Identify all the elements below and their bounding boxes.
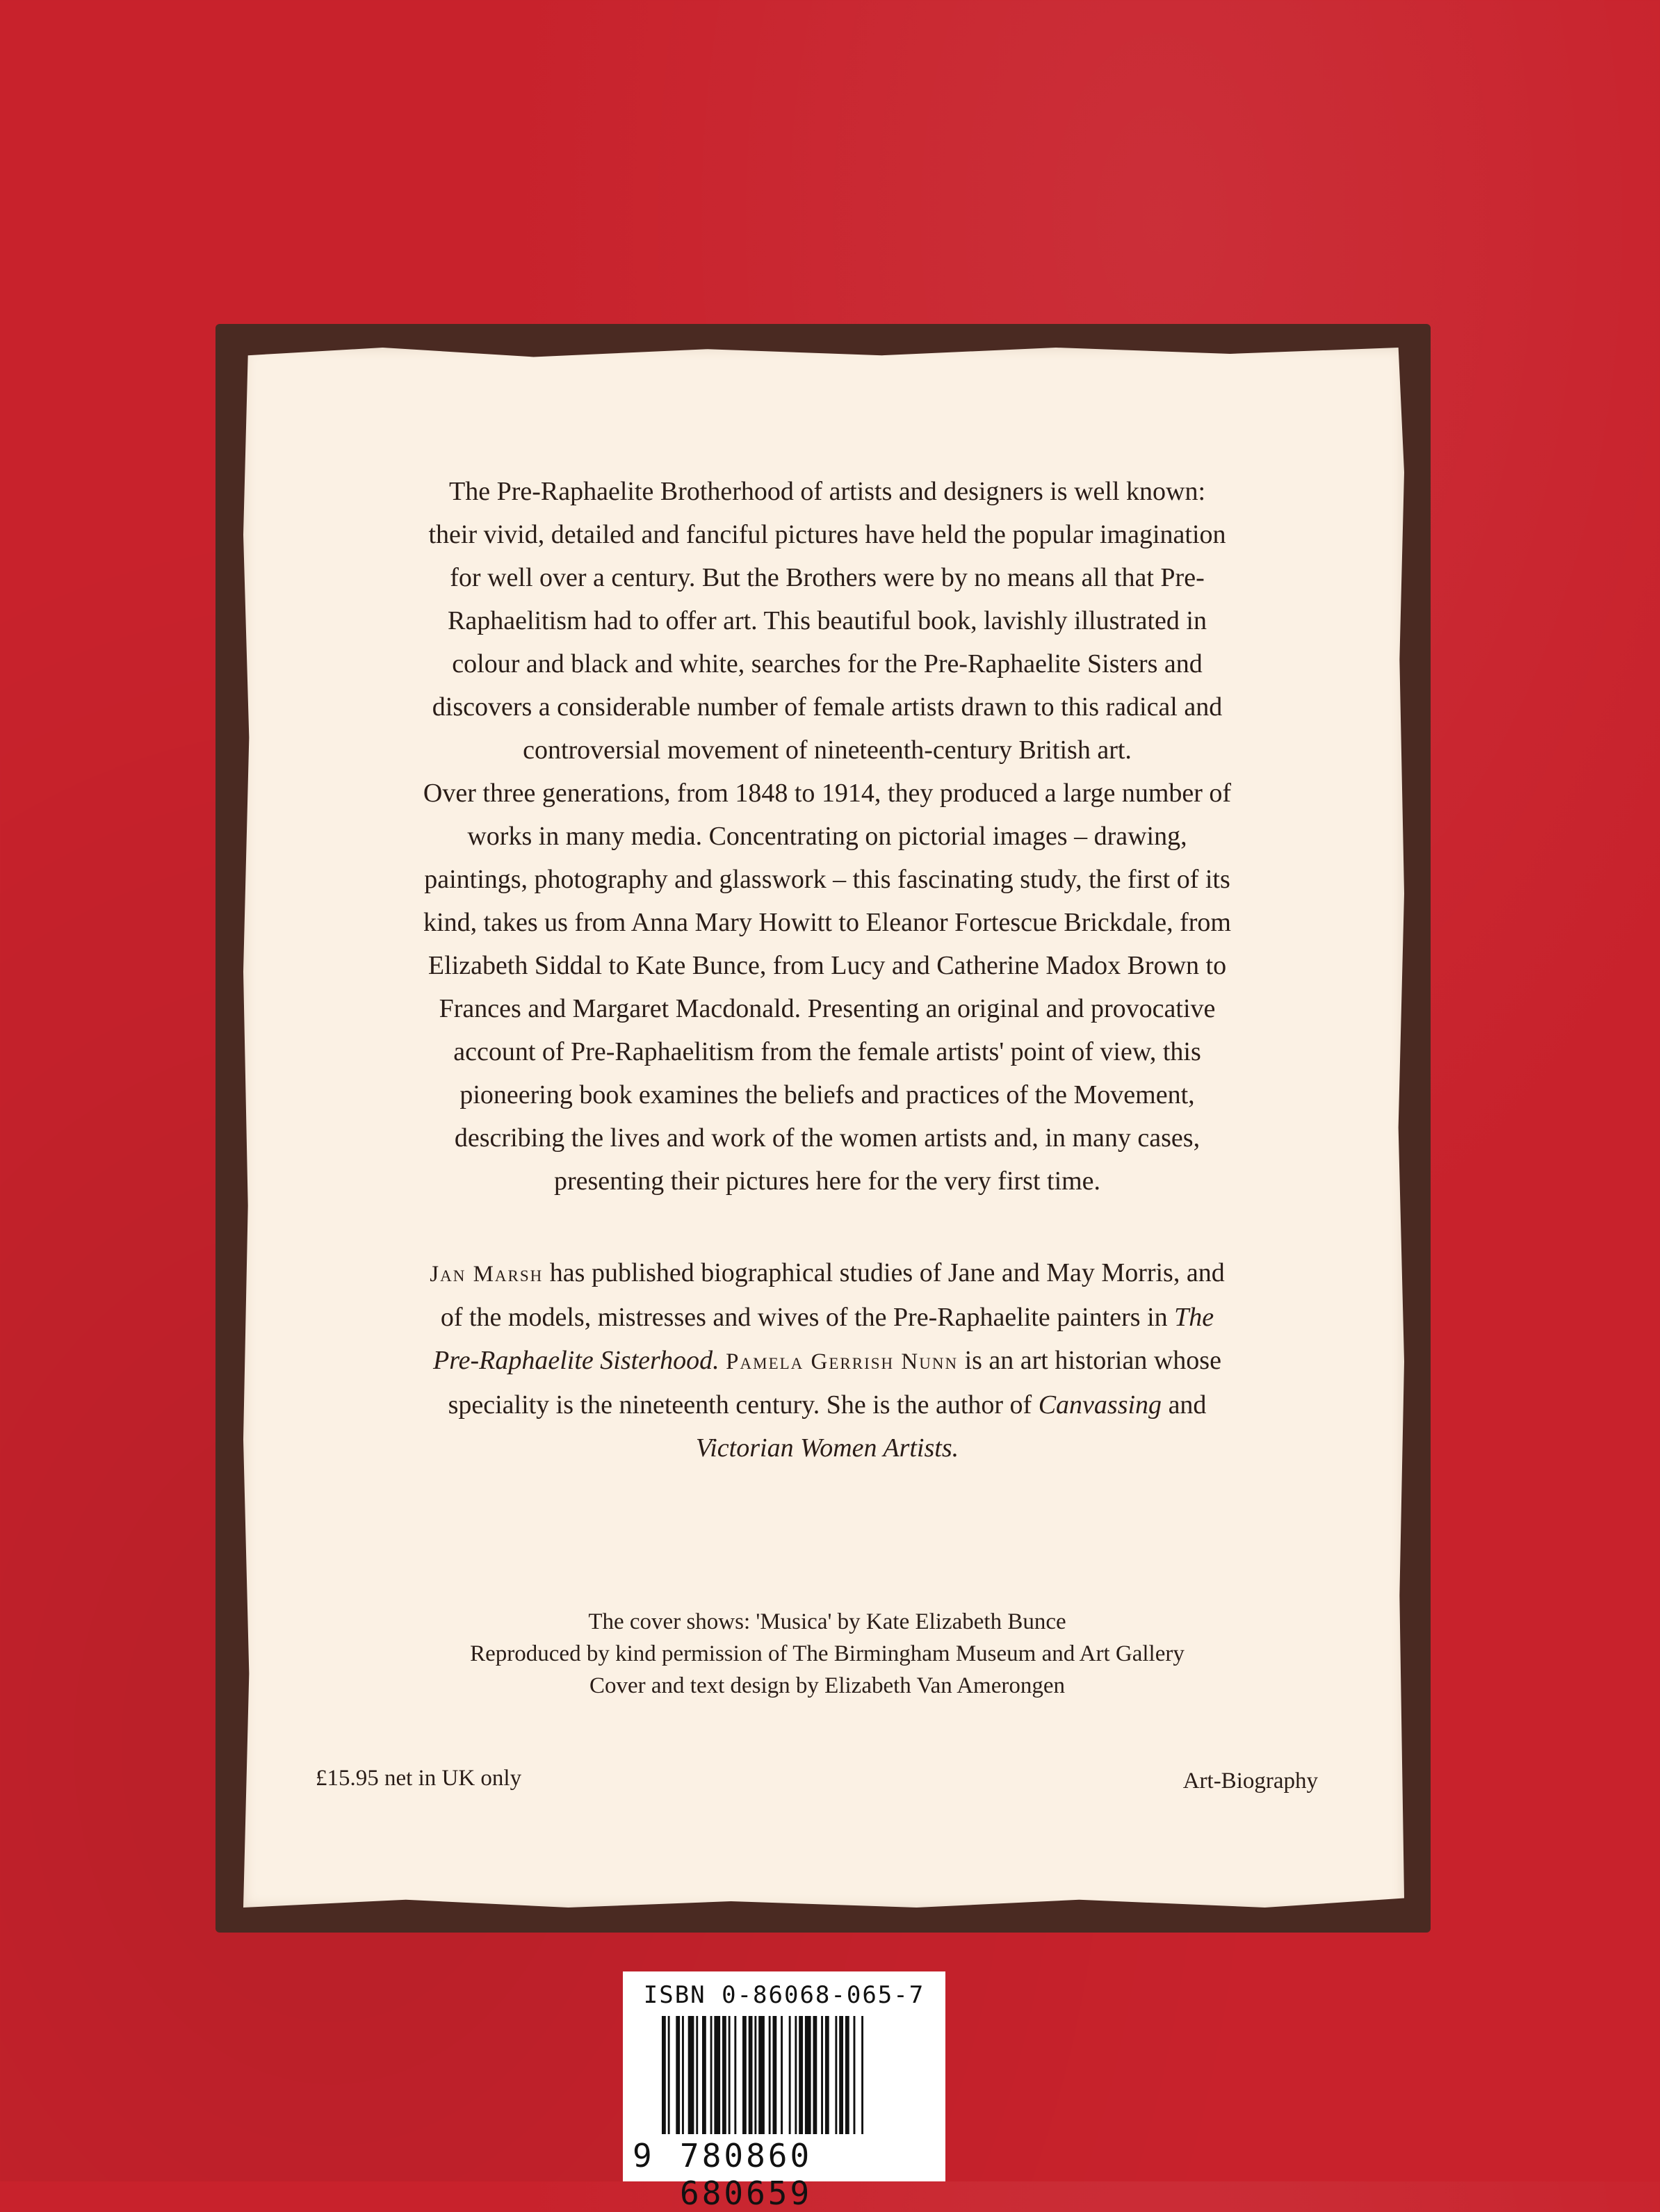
- description-line: their vivid, detailed and fanciful pictures have held the popular imagination: [428, 520, 1226, 549]
- book-description: [306, 470, 1349, 1203]
- description-line: Frances and Margaret Macdonald. Presenting an original and provocative: [439, 994, 1216, 1023]
- book-title: The: [1174, 1303, 1214, 1332]
- barcode-bar: [749, 2016, 753, 2134]
- barcode-bar: [722, 2016, 726, 2134]
- barcode-bar: [825, 2016, 829, 2134]
- barcode: [623, 1971, 945, 2212]
- credit-line: The cover shows: 'Musica' by Kate Elizabeth Bunce: [588, 1609, 1066, 1634]
- description-line: works in many media. Concentrating on pictorial images – drawing,: [467, 822, 1187, 851]
- bio-text: is an art historian whose: [958, 1346, 1221, 1375]
- description-line: Elizabeth Siddal to Kate Bunce, from Lucy and Catherine Madox Brown to: [428, 951, 1227, 980]
- barcode-bar: [729, 2016, 731, 2134]
- barcode-bar: [754, 2016, 756, 2134]
- cover-credits: [306, 1606, 1349, 1702]
- credit-line: Cover and text design by Elizabeth Van Amerongen: [589, 1673, 1065, 1698]
- description-line: colour and black and white, searches for the Pre-Raphaelite Sisters and: [452, 649, 1203, 678]
- book-title: Canvassing: [1038, 1390, 1162, 1420]
- isbn-text: ISBN 0-86068-065-7: [643, 1981, 925, 2009]
- description-line: discovers a considerable number of female artists drawn to this radical and: [432, 692, 1223, 722]
- bio-text: has published biographical studies of Jane and May Morris, and: [543, 1258, 1225, 1287]
- barcode-bar: [773, 2016, 777, 2134]
- author-bio: [306, 1251, 1349, 1470]
- barcode-bar: [714, 2016, 720, 2134]
- book-title: Victorian Women Artists.: [695, 1433, 959, 1463]
- description-line: account of Pre-Raphaelitism from the female artists' point of view, this: [453, 1037, 1201, 1066]
- description-line: The Pre-Raphaelite Brotherhood of artists and designers is well known:: [448, 477, 1206, 506]
- description-line: Raphaelitism had to offer art. This beautiful book, lavishly illustrated in: [448, 606, 1207, 635]
- barcode-bar: [668, 2016, 670, 2134]
- description-line: Over three generations, from 1848 to 1914, they produced a large number of: [423, 779, 1232, 808]
- barcode-bar: [805, 2016, 811, 2134]
- barcode-bar: [845, 2016, 849, 2134]
- barcode-bar: [702, 2016, 706, 2134]
- ean-first-digit: 9: [633, 2137, 652, 2174]
- barcode-bar: [861, 2016, 863, 2134]
- barcode-bar: [682, 2016, 684, 2134]
- barcode-bar: [789, 2016, 791, 2134]
- barcode-bar: [710, 2016, 713, 2134]
- barcode-bar: [799, 2016, 803, 2134]
- barcode-bar: [813, 2016, 817, 2134]
- description-line: describing the lives and work of the women artists and, in many cases,: [454, 1123, 1201, 1153]
- book-title: Pre-Raphaelite Sisterhood.: [433, 1346, 719, 1375]
- bio-text: and: [1162, 1390, 1207, 1420]
- description-line: for well over a century. But the Brothers were by no means all that Pre-: [450, 563, 1205, 592]
- description-line: kind, takes us from Anna Mary Howitt to Eleanor Fortescue Brickdale, from: [423, 908, 1231, 937]
- bio-line: [306, 1296, 1349, 1339]
- barcode-bar: [839, 2016, 843, 2134]
- description-line: presenting their pictures here for the very first time.: [553, 1166, 1101, 1196]
- barcode-bar: [769, 2016, 771, 2134]
- bio-text: speciality is the nineteenth century. She is the author of: [448, 1390, 1039, 1420]
- barcode-bar: [854, 2016, 856, 2134]
- bio-line: [306, 1383, 1349, 1426]
- description-line: pioneering book examines the beliefs and practices of the Movement,: [459, 1080, 1195, 1109]
- barcode-bars: [662, 2016, 920, 2134]
- barcode-bar: [688, 2016, 694, 2134]
- barcode-bar: [781, 2016, 783, 2134]
- barcode-bar: [835, 2016, 837, 2134]
- bio-text: of the models, mistresses and wives of the Pre-Raphaelite painters in: [440, 1303, 1175, 1332]
- bio-line: [306, 1339, 1349, 1383]
- author-name: Jan Marsh: [430, 1262, 544, 1287]
- barcode-bar: [742, 2016, 747, 2134]
- barcode-bar: [734, 2016, 736, 2134]
- barcode-bar: [821, 2016, 823, 2134]
- author-name: Pamela Gerrish Nunn: [726, 1349, 959, 1374]
- description-line: paintings, photography and glasswork – this fascinating study, the first of its: [424, 865, 1230, 894]
- barcode-bar: [795, 2016, 797, 2134]
- price-label: £15.95 net in UK only: [316, 1766, 522, 1791]
- description-line: controversial movement of nineteenth-century British art.: [523, 735, 1132, 765]
- ean-digits: 780860 680659: [680, 2137, 813, 2212]
- bio-line: [306, 1426, 1349, 1470]
- barcode-bar: [676, 2016, 680, 2134]
- bio-line: [306, 1251, 1349, 1296]
- barcode-bar: [696, 2016, 698, 2134]
- barcode-bar: [758, 2016, 765, 2134]
- barcode-bar: [662, 2016, 666, 2134]
- credit-line: Reproduced by kind permission of The Birmingham Museum and Art Gallery: [470, 1641, 1185, 1666]
- category-label: Art-Biography: [1182, 1768, 1318, 1794]
